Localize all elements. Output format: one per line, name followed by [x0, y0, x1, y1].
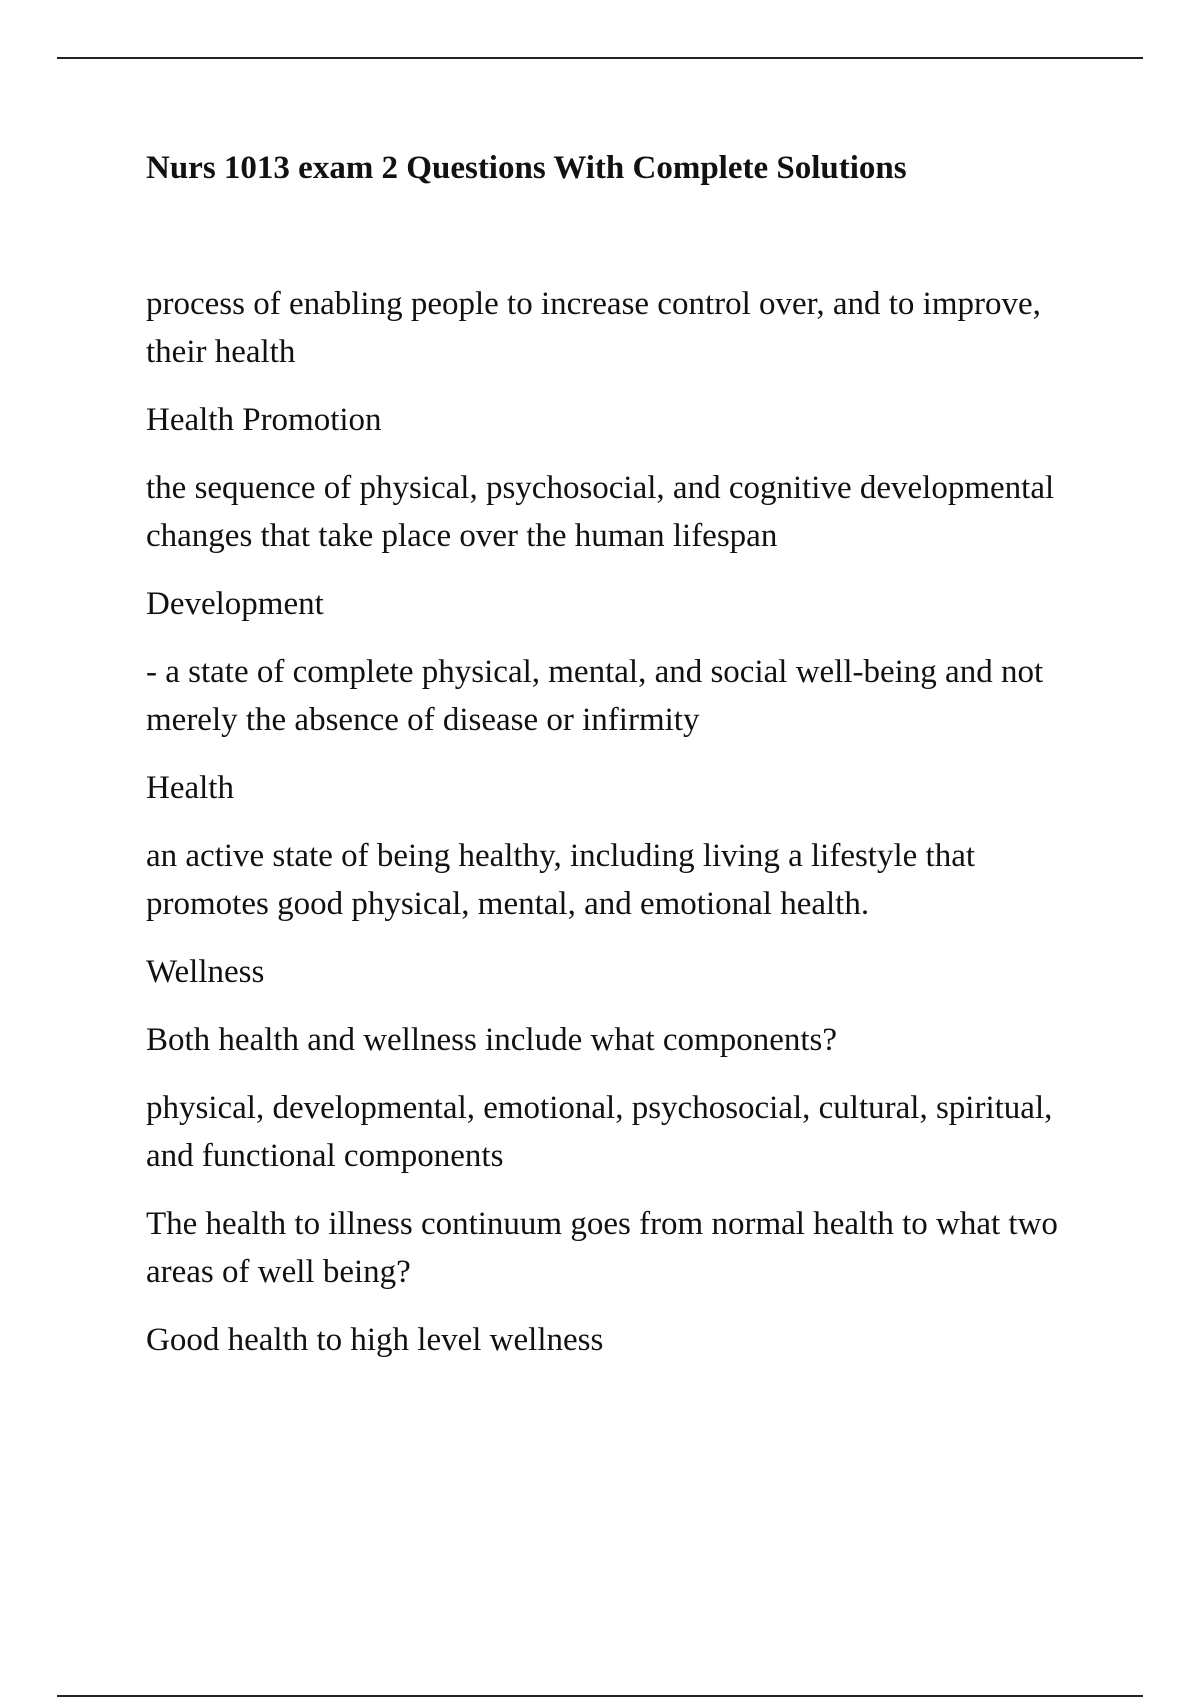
definition-text: process of enabling people to increase control over, and to improve, their health	[146, 286, 1041, 370]
document-body	[146, 146, 1096, 1384]
header-rule	[57, 57, 1143, 59]
term-text: Development	[146, 586, 324, 622]
question-text: The health to illness continuum goes from normal health to what two areas of well being?	[146, 1206, 1058, 1290]
term-text: Health Promotion	[146, 402, 382, 438]
term-text: Health	[146, 770, 234, 806]
definition-text: - a state of complete physical, mental, and social well-being and not merely the absence of disease or infirmity	[146, 654, 1044, 738]
answer-text: Good health to high level wellness	[146, 1322, 604, 1358]
definition-text: the sequence of physical, psychosocial, and cognitive developmental changes that take place over the human lifespan	[146, 470, 1055, 554]
definition-text: an active state of being healthy, including living a lifestyle that promotes good physical, mental, and emotional health.	[146, 838, 976, 922]
flashcard-list	[146, 280, 1096, 1364]
term-text: Wellness	[146, 954, 265, 990]
footer-rule	[57, 1695, 1143, 1697]
question-text: Both health and wellness include what components?	[146, 1022, 838, 1058]
answer-text: physical, developmental, emotional, psychosocial, cultural, spiritual, and functional components	[146, 1090, 1053, 1174]
document-title: Nurs 1013 exam 2 Questions With Complete Solutions	[146, 150, 907, 186]
